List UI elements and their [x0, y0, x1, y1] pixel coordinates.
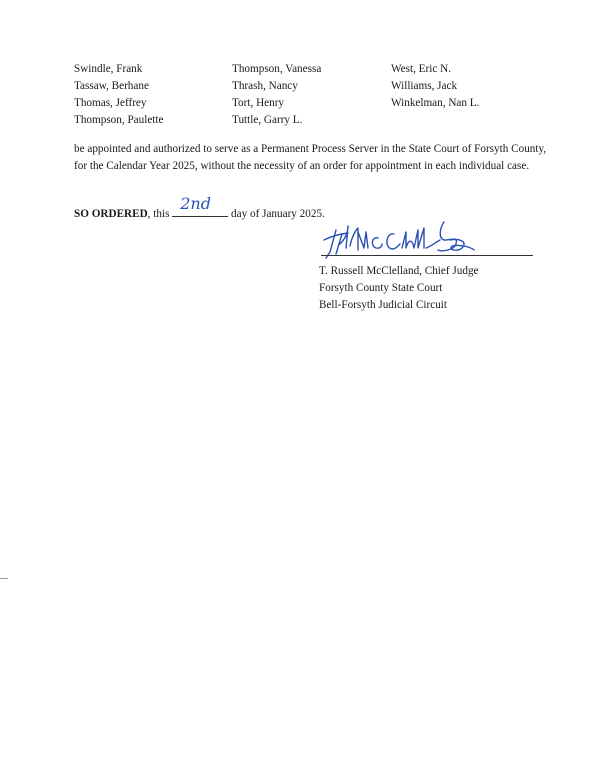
- name-entry: Tassaw, Berhane: [74, 80, 149, 92]
- name-entry: Swindle, Frank: [74, 63, 143, 75]
- signature-line: [321, 255, 533, 256]
- signer-circuit: Bell-Forsyth Judicial Circuit: [319, 299, 448, 311]
- appointment-paragraph: [74, 141, 554, 175]
- name-entry: Thomas, Jeffrey: [74, 97, 147, 109]
- name-entry: Williams, Jack: [391, 80, 458, 92]
- name-entry: Tort, Henry: [232, 97, 285, 109]
- margin-mark: [0, 578, 8, 579]
- so-ordered-line: [74, 194, 325, 223]
- handwritten-day: 2nd: [180, 194, 211, 213]
- name-entry: Thompson, Paulette: [74, 114, 164, 126]
- name-entry: Winkelman, Nan L.: [391, 97, 480, 109]
- day-blank: [172, 194, 228, 217]
- name-entry: Tuttle, Garry L.: [232, 114, 303, 126]
- paragraph-line-1: be appointed and authorized to serve as a Permanent Process Server in the State Court of Forsyth County,: [74, 143, 547, 155]
- paragraph-line-2: for the Calendar Year 2025, without the necessity of an order for appointment in each individual case.: [74, 160, 530, 172]
- signer-name-title: T. Russell McClelland, Chief Judge: [319, 265, 479, 277]
- name-entry: West, Eric N.: [391, 63, 451, 75]
- name-entry: Thrash, Nancy: [232, 80, 298, 92]
- names-column-2: [232, 61, 321, 129]
- order-suffix: day of January 2025.: [228, 208, 325, 220]
- names-column-3: [391, 61, 479, 112]
- name-entry: Thompson, Vanessa: [232, 63, 322, 75]
- so-ordered-label: SO ORDERED: [74, 208, 148, 220]
- judge-signature-icon: [322, 218, 497, 260]
- order-prefix: , this: [147, 208, 173, 220]
- names-column-1: [74, 61, 164, 129]
- signer-block: [319, 263, 479, 314]
- signer-court: Forsyth County State Court: [319, 282, 443, 294]
